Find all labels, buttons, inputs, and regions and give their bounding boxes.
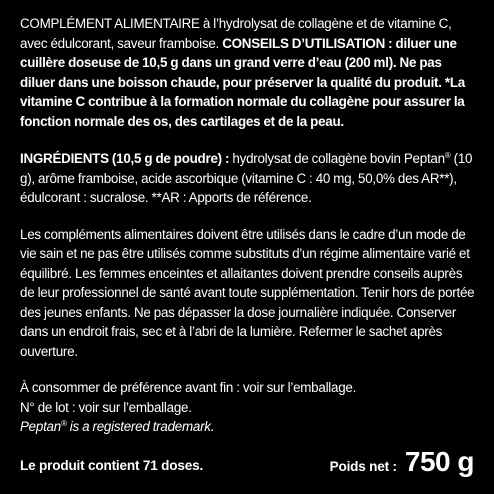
warnings-paragraph: Les compléments alimentaires doivent être utilisés dans le cadre d’un mode de vie sain et ne pas être utilisés comme substituts d’un régime alimentaire varié et équilibré. Les femmes enceintes et allaitantes doivent prendre conseils auprès de leur professionnel de santé avant toute supplémentation. Tenir hors de portée des jeunes enfants. Ne pas dépasser la dose journalière indiquée. Conserver dans un endroit frais, sec et à l’abri de la lumière. Refermer le sachet après ouverture. [20,226,475,359]
product-description-paragraph [20,14,478,131]
trademark-text: is a registered trademark. [66,419,215,434]
product-intro: COMPLÉMENT ALIMENTAIRE à l’hydrolysat de collagène et de vitamine C, avec édulcorant, saveur framboise. [20,16,452,51]
footer-bar [20,446,474,482]
trademark-line [20,417,478,437]
net-weight [330,446,474,478]
ingredients-paragraph [20,149,478,208]
trademark-registered-mark: ® [60,419,67,428]
ingredients-text-start: hydrolysat de collagène bovin Peptan [232,151,445,166]
net-weight-value: 750 g [404,446,474,477]
label-text-block [20,14,478,437]
registered-mark: ® [444,151,451,160]
ingredients-label: INGRÉDIENTS (10,5 g de poudre) : [20,151,230,166]
trademark-brand: Peptan [20,419,61,434]
ingredients-text-end: (10 g), arôme framboise, acide ascorbique (vitamine C : 40 mg, 50,0% des AR**), édulcorant : sucralose. **AR : Apports de référence. [20,151,473,205]
net-weight-label: Poids net : [329,459,397,474]
lot-number-line: N° de lot : voir sur l’emballage. [20,399,192,415]
dose-count: Le produit contient 71 doses. [20,458,204,473]
best-before-line: À consommer de préférence avant fin : voir sur l’emballage. [20,380,357,395]
usage-instructions: CONSEILS D’UTILISATION : diluer une cuillère doseuse de 10,5 g dans un grand verre d’eau (200 ml). Ne pas diluer dans une boisson chaude, pour préserver la qualité du produit. *La vitamine C contribue à la formation normale du collagène pour assurer la fonction normale des os, des cartilages et de la peau. [20,35,465,129]
